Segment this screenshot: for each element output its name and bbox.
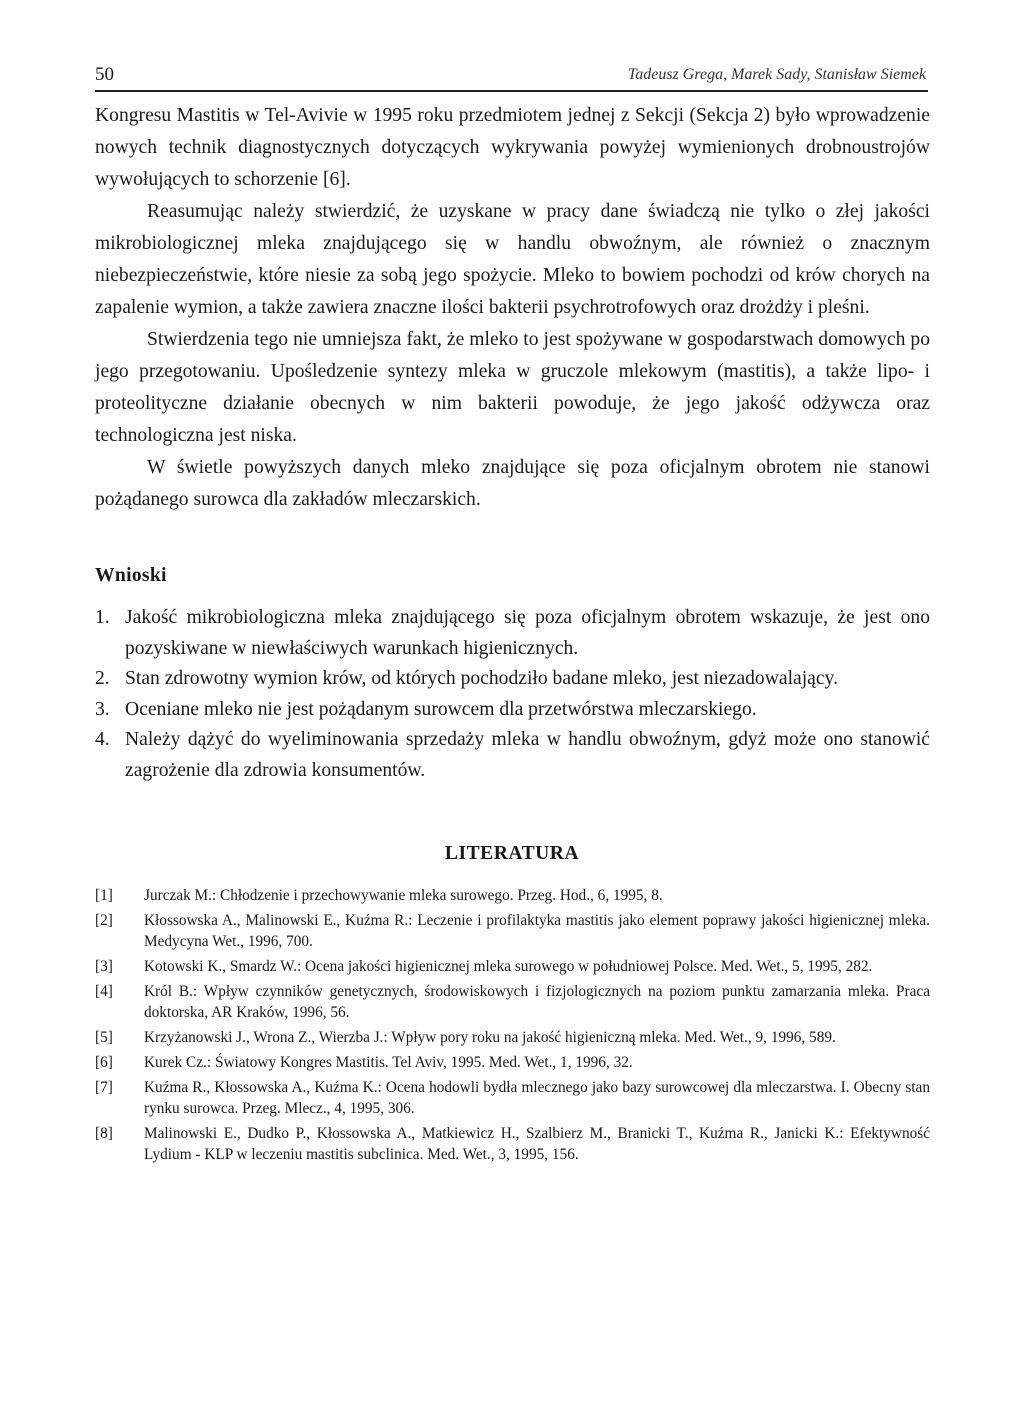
reference-number: [5] [95,1029,113,1046]
reference-item [95,1052,930,1073]
paragraph: Stwierdzenia tego nie umniejsza fakt, że mleko to jest spożywane w gospodarstwach domowych po jego przegotowaniu. Upośledzenie syntezy mleka w gruczole mlekowym (mastitis), a także lipo- i proteolityczne działanie obecnych w nim bakterii powoduje, że jego jakość odżywcza oraz technologiczna jest niska. [95,329,930,446]
reference-text: Kotowski K., Smardz W.: Ocena jakości higienicznej mleka surowego w południowej Polsce. Med. Wet., 5, 1995, 282. [144,958,873,975]
reference-item [95,1123,930,1165]
conclusion-text: Stan zdrowotny wymion krów, od których pochodziło badane mleko, jest niezadowalający. [125,668,838,689]
reference-number: [6] [95,1054,113,1071]
body-text [95,100,930,516]
conclusion-text: Należy dążyć do wyeliminowania sprzedaży mleka w handlu obwoźnym, gdyż może ono stanowić zagrożenie dla zdrowia konsumentów. [125,729,930,781]
reference-item [95,885,930,906]
page-header [95,62,928,92]
reference-item [95,910,930,952]
reference-number: [4] [95,983,113,1000]
conclusions-list [95,603,930,786]
paragraph: W świetle powyższych danych mleko znajdujące się poza oficjalnym obrotem nie stanowi pożądanego surowca dla zakładów mleczarskich. [95,457,930,510]
reference-item [95,1077,930,1119]
conclusion-item [95,664,930,695]
paragraph: Kongresu Mastitis w Tel-Avivie w 1995 roku przedmiotem jednej z Sekcji (Sekcja 2) było wprowadzenie nowych technik diagnostycznych dotyczących wykrywania powyżej wymienionych drobnoustrojów wywołujących to schorzenie [6]. [95,105,930,190]
reference-number: [7] [95,1079,113,1096]
conclusion-item [95,603,930,664]
reference-text: Kuźma R., Kłossowska A., Kuźma K.: Ocena hodowli bydła mlecznego jako bazy surowcowej dla mleczarstwa. I. Obecny stan rynku surowca. Przeg. Mlecz., 4, 1995, 306. [144,1079,930,1117]
conclusion-number: 2. [95,668,110,689]
conclusion-text: Oceniane mleko nie jest pożądanym surowcem dla przetwórstwa mleczarskiego. [125,698,757,720]
reference-number: [3] [95,958,113,975]
reference-text: Kurek Cz.: Światowy Kongres Mastitis. Tel Aviv, 1995. Med. Wet., 1, 1996, 32. [144,1054,633,1071]
running-head-authors: Tadeusz Grega, Marek Sady, Stanisław Siemek [627,66,926,83]
reference-item [95,956,930,977]
conclusion-number: 3. [95,698,110,720]
reference-text: Król B.: Wpływ czynników genetycznych, środowiskowych i fizjologicznych na poziom punktu zamarzania mleka. Praca doktorska, AR Kraków, 1996, 56. [144,983,930,1021]
reference-text: Jurczak M.: Chłodzenie i przechowywanie mleka surowego. Przeg. Hod., 6, 1995, 8. [144,887,663,904]
reference-text: Malinowski E., Dudko P., Kłossowska A., Matkiewicz H., Szalbierz M., Branicki T., Kuźma R., Janicki K.: Efektywność Lydium - KLP w leczeniu mastitis subclinica. Med. Wet., 3, 1995, 156. [144,1125,930,1163]
page-number: 50 [95,64,114,85]
paragraph: Reasumując należy stwierdzić, że uzyskane w pracy dane świadczą nie tylko o złej jakości mikrobiologicznej mleka znajdującego się w handlu obwoźnym, ale również o znacznym niebezpieczeństwie, które niesie za sobą jego spożycie. Mleko to bowiem pochodzi od krów chorych na zapalenie wymion, a także zawiera znaczne ilości bakterii psychrotrofowych oraz drożdży i pleśni. [95,201,930,318]
reference-item [95,1027,930,1048]
conclusion-number: 1. [95,607,110,628]
reference-list [95,885,930,1169]
reference-text: Kłossowska A., Malinowski E., Kuźma R.: Leczenie i profilaktyka mastitis jako element poprawy jakości higienicznej mleka. Medycyna Wet., 1996, 700. [144,912,930,950]
reference-number: [2] [95,912,113,929]
conclusion-item [95,725,930,786]
reference-number: [8] [95,1125,113,1142]
reference-number: [1] [95,887,113,904]
conclusion-number: 4. [95,729,110,750]
reference-item [95,981,930,1023]
literature-heading: LITERATURA [444,843,580,864]
conclusion-item [95,695,930,726]
reference-text: Krzyżanowski J., Wrona Z., Wierzba J.: Wpływ pory roku na jakość higieniczną mleka. Med. Wet., 9, 1996, 589. [144,1029,836,1046]
conclusion-text: Jakość mikrobiologiczna mleka znajdującego się poza oficjalnym obrotem wskazuje, że jest ono pozyskiwane w niewłaściwych warunkach higienicznych. [125,607,930,659]
conclusions-heading: Wnioski [95,565,167,586]
